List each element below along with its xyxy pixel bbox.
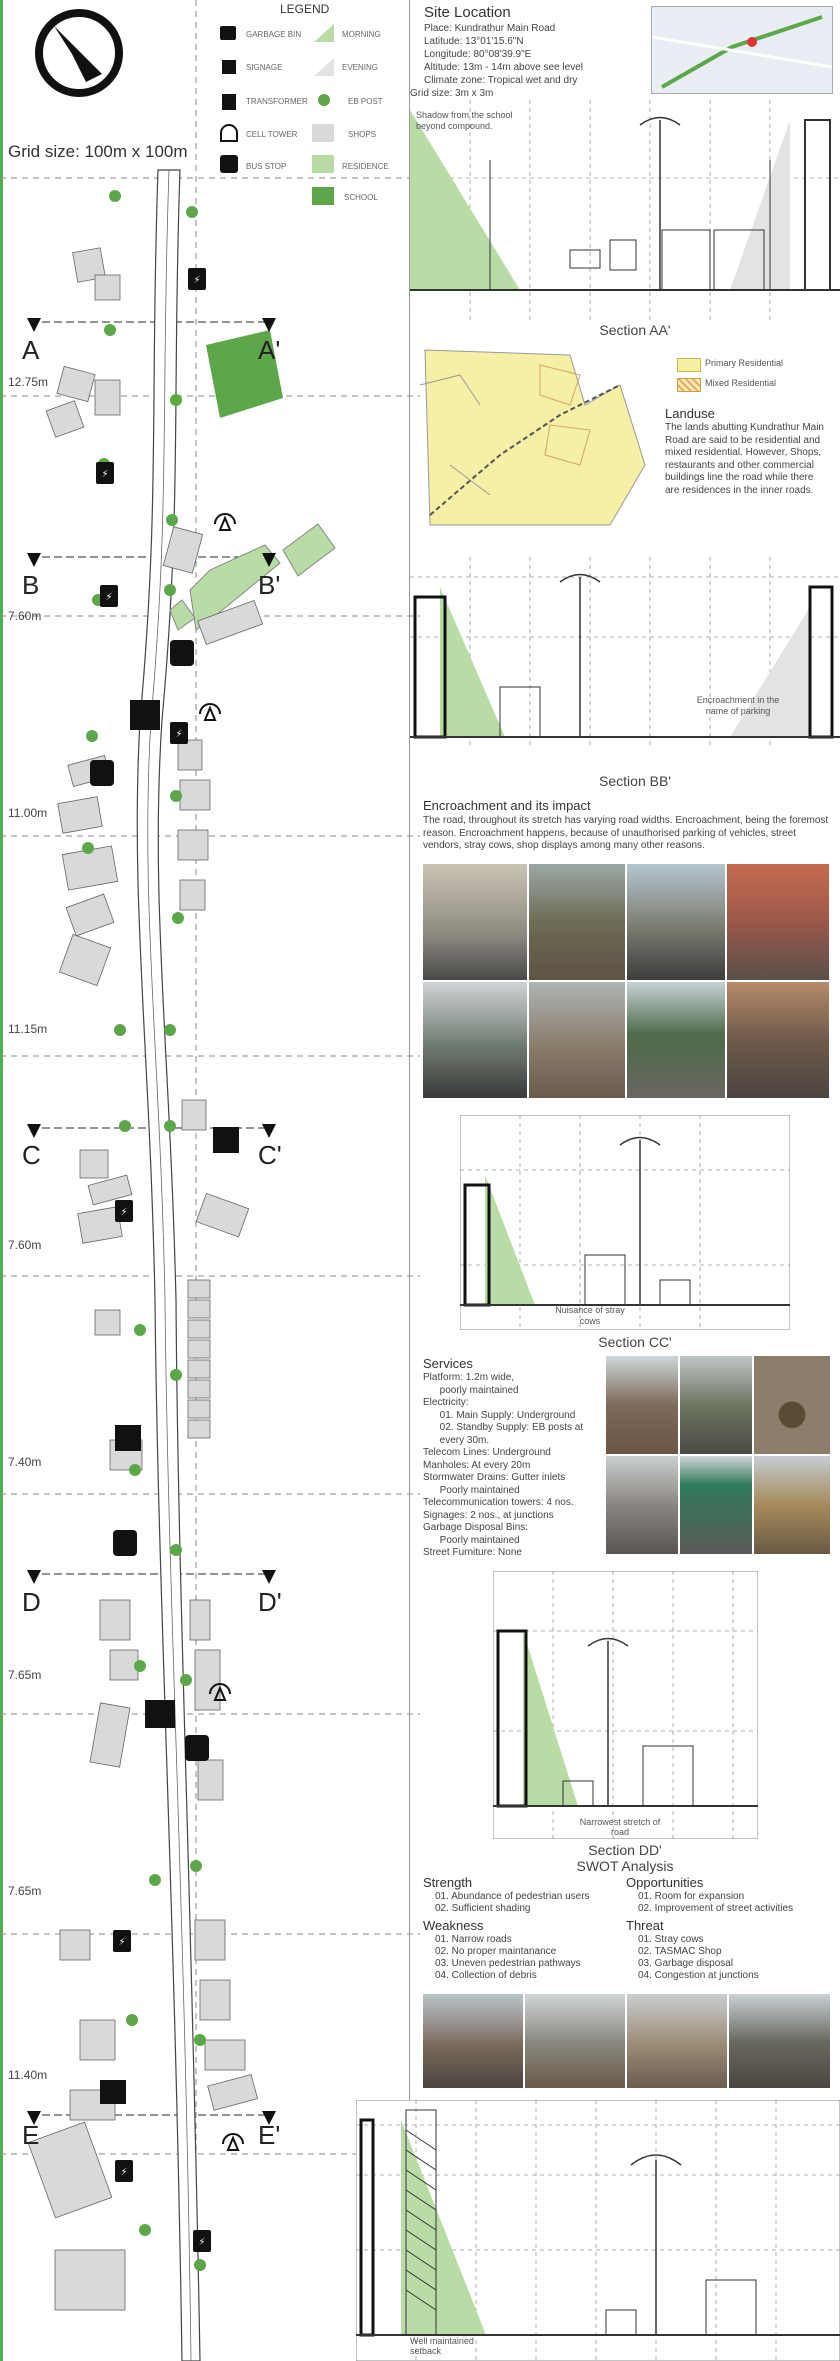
morning-shadow-icon — [314, 24, 334, 42]
legend-label: MORNING — [342, 30, 381, 39]
services-line: Telecommunication towers: 4 nos. — [423, 1497, 574, 1508]
section-b-left: B — [22, 570, 40, 600]
svg-text:⚡: ⚡ — [175, 729, 183, 740]
photo — [627, 864, 725, 980]
legend-label: CELL TOWER — [246, 130, 298, 139]
swot-item: 01. Abundance of pedestrian users — [435, 1891, 590, 1902]
services-line: Poorly maintained — [423, 1484, 520, 1496]
svg-text:⚡: ⚡ — [198, 2237, 206, 2248]
residence-block — [170, 600, 195, 630]
road-width-label: 7.60m — [8, 1238, 42, 1252]
swot-item: 01. Room for expansion — [638, 1891, 745, 1902]
photo — [680, 1356, 752, 1454]
photo — [525, 1994, 625, 2088]
section-bb-drawing — [410, 557, 840, 747]
photo — [680, 1456, 752, 1554]
section-c-left: C — [22, 1140, 41, 1170]
primary-residential-swatch — [677, 358, 701, 372]
services-line: Platform: 1.2m wide, — [423, 1372, 515, 1383]
section-d-left: D — [22, 1587, 41, 1617]
photo — [729, 1994, 830, 2088]
swot-item: 02. Improvement of street activities — [638, 1903, 794, 1914]
services-list — [423, 1372, 608, 1560]
section-bb-note: Encroachment in the name of parking — [696, 695, 780, 716]
section-c-right: C' — [258, 1140, 282, 1170]
school-icon — [312, 187, 334, 205]
services-line: Street Furniture: None — [423, 1547, 522, 1558]
swot-threat-title: Threat — [626, 1918, 664, 1933]
section-dd-drawing — [493, 1571, 758, 1839]
transformer-icon — [222, 94, 236, 110]
encroachment-title: Encroachment and its impact — [423, 798, 591, 813]
section-a-right: A' — [258, 335, 281, 365]
signage-icon — [222, 60, 236, 74]
landuse-title: Landuse — [665, 406, 715, 421]
residence-block — [283, 524, 335, 576]
landuse-legend-mixed: Mixed Residential — [705, 378, 777, 388]
services-line: 01. Main Supply: Underground — [423, 1409, 576, 1421]
eb-post-icon — [318, 94, 330, 106]
svg-text:⚡: ⚡ — [118, 1937, 126, 1948]
services-line: Signages: 2 nos., at junctions — [423, 1509, 554, 1521]
swot-strength-title: Strength — [423, 1875, 473, 1890]
services-line: Electricity: — [423, 1397, 469, 1408]
photo — [627, 982, 725, 1098]
site-line: Grid size: 3m x 3m — [410, 88, 494, 99]
shops-icon — [312, 124, 334, 142]
north-arrow-icon — [34, 8, 124, 98]
legend-label: SHOPS — [348, 130, 377, 139]
road-width-label: 7.65m — [8, 1668, 42, 1682]
section-aa-note: Shadow from the school beyond compound. — [416, 110, 513, 131]
svg-text:⚡: ⚡ — [120, 2167, 128, 2178]
mixed-residential-swatch — [677, 378, 701, 392]
section-ee-note: Well maintained setback — [410, 2336, 474, 2356]
section-ee-drawing — [356, 2100, 840, 2361]
main-road — [137, 170, 200, 2361]
encroachment-text: The road, throughout its stretch has varying road widths. Encroachment, being the foremost reason. Encroachment happens, because of unauthorised parking of vehicles, street vendors, stray cows, shop displays among many other reasons. — [423, 815, 829, 851]
photo — [529, 982, 625, 1098]
services-title: Services — [423, 1356, 473, 1371]
legend-label: SIGNAGE — [246, 63, 283, 72]
legend-label: GARBAGE BIN — [246, 30, 302, 39]
photo — [606, 1456, 678, 1554]
section-aa-title: Section AA' — [599, 322, 671, 338]
landuse-text: The lands abutting Kundrathur Main Road are said to be residential and mixed residential. However, Shops, restaurants and other commercial buildings line the road while there are residences in the inner roads. — [665, 422, 824, 496]
services-line: poorly maintained — [423, 1384, 519, 1396]
site-title: Site Location — [424, 4, 511, 21]
section-a-left: A — [22, 335, 40, 365]
swot-opportunities-title: Opportunities — [626, 1875, 704, 1890]
section-cc-title: Section CC' — [598, 1334, 672, 1350]
services-line: Poorly maintained — [423, 1534, 520, 1546]
site-line: Place: Kundrathur Main Road — [424, 23, 556, 34]
services-line: Stormwater Drains: Gutter inlets — [423, 1472, 566, 1483]
photo — [727, 982, 829, 1098]
site-line: Latitude: 13°01'15.6"N — [424, 36, 524, 47]
section-bb-title: Section BB' — [599, 773, 671, 789]
svg-text:⚡: ⚡ — [193, 275, 201, 286]
swot-item: 03. Uneven pedestrian pathways — [435, 1958, 581, 1969]
section-cc-note: Nuisance of stray cows — [555, 1305, 625, 1326]
road-width-label: 11.15m — [8, 1022, 48, 1036]
section-d-right: D' — [258, 1587, 282, 1617]
photo — [754, 1456, 830, 1554]
section-b-right: B' — [258, 570, 281, 600]
road-width-label: 7.40m — [8, 1455, 42, 1469]
landuse-legend-primary: Primary Residential — [705, 358, 784, 368]
photo — [423, 1994, 523, 2088]
legend-label: RESIDENCE — [342, 162, 389, 171]
site-line: Altitude: 13m - 14m above see level — [424, 62, 583, 73]
section-cc-drawing — [460, 1115, 790, 1330]
road-width-label: 11.00m — [8, 806, 48, 820]
legend-label: EVENING — [342, 63, 379, 72]
services-line: Garbage Disposal Bins: — [423, 1522, 529, 1533]
section-aa-drawing — [410, 100, 840, 322]
section-e-right: E' — [258, 2120, 281, 2150]
bus-stop-icon — [220, 155, 238, 173]
legend-label: TRANSFORMER — [246, 97, 308, 106]
site-line: Longitude: 80°08'39.9"E — [424, 49, 532, 60]
swot-item: 04. Collection of debris — [435, 1970, 537, 1981]
road-width-label: 7.65m — [8, 1884, 42, 1898]
road-width-label: 12.75m — [8, 375, 49, 389]
column-divider — [409, 0, 410, 2361]
grid-size-label: Grid size: 100m x 100m — [8, 142, 188, 161]
photo — [727, 864, 829, 980]
swot-item: 04. Congestion at junctions — [638, 1970, 759, 1981]
cell-tower-icon — [220, 124, 238, 142]
services-line: every 30m. — [423, 1434, 490, 1446]
swot-item: 02. TASMAC Shop — [638, 1946, 722, 1957]
swot-title: SWOT Analysis — [576, 1858, 674, 1874]
photo — [423, 982, 527, 1098]
swot-item: 02. No proper maintanance — [435, 1946, 557, 1957]
services-line: Manholes: At every 20m — [423, 1459, 531, 1471]
road-width-label: 7.60m — [8, 609, 42, 623]
svg-text:⚡: ⚡ — [120, 1207, 128, 1218]
legend-title: LEGEND — [280, 2, 330, 16]
location-map-thumbnail — [651, 6, 833, 94]
legend-label: EB POST — [348, 97, 383, 106]
road-width-label: 11.40m — [8, 2068, 48, 2082]
services-line: 02. Standby Supply: EB posts at — [423, 1422, 584, 1433]
section-dd-title: Section DD' — [588, 1842, 662, 1858]
swot-item: 02. Sufficient shading — [435, 1903, 531, 1914]
legend-label: BUS STOP — [246, 162, 287, 171]
services-line: Telecom Lines: Underground — [423, 1447, 551, 1458]
photo — [423, 864, 527, 980]
swot-weakness-title: Weakness — [423, 1918, 484, 1933]
site-line: Climate zone: Tropical wet and dry — [424, 75, 578, 86]
landuse-map — [420, 345, 660, 530]
evening-shadow-icon — [314, 58, 334, 76]
swot-item: 01. Narrow roads — [435, 1934, 512, 1945]
section-e-left: E — [22, 2120, 40, 2150]
residence-icon — [312, 155, 334, 173]
photo — [627, 1994, 727, 2088]
photo — [754, 1356, 830, 1454]
photo — [606, 1356, 678, 1454]
swot-item: 03. Garbage disposal — [638, 1958, 734, 1969]
swot-item: 01. Stray cows — [638, 1934, 704, 1945]
svg-text:⚡: ⚡ — [101, 469, 109, 480]
garbage-bin-icon — [220, 26, 236, 40]
legend-label: SCHOOL — [344, 193, 378, 202]
svg-text:⚡: ⚡ — [105, 592, 113, 603]
section-dd-note: Narrowest stretch of road — [579, 1817, 661, 1837]
photo — [529, 864, 625, 980]
